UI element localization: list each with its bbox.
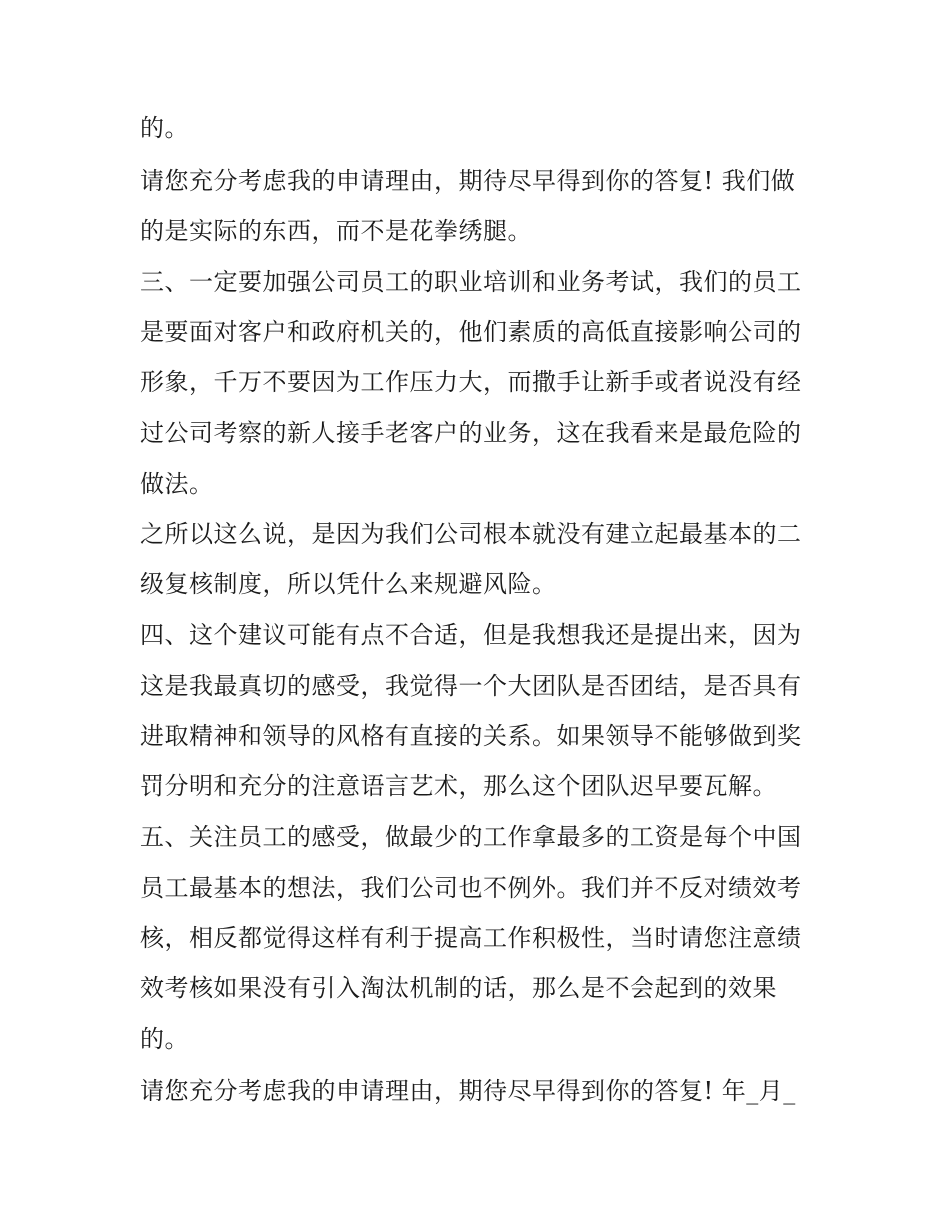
text-line: 形象，千万不要因为工作压力大，而撒手让新手或者说没有经 xyxy=(140,368,802,396)
text-line: 罚分明和充分的注意语言艺术，那么这个团队迟早要瓦解。 xyxy=(140,772,777,800)
text-line: 三、一定要加强公司员工的职业培训和业务考试，我们的员工 xyxy=(140,268,802,296)
text-line: 四、这个建议可能有点不合适，但是我想我还是提出来，因为 xyxy=(140,621,802,649)
text-line: 进取精神和领导的风格有直接的关系。如果领导不能够做到奖 xyxy=(140,722,802,750)
text-line: 过公司考察的新人接手老客户的业务，这在我看来是最危险的 xyxy=(140,419,802,447)
text-line: 做法。 xyxy=(140,470,214,498)
text-line: 请您充分考虑我的申请理由，期待尽早得到你的答复! 年_月_ xyxy=(140,1077,796,1105)
text-line: 核，相反都觉得这样有利于提高工作积极性，当时请您注意绩 xyxy=(140,924,802,952)
text-line: 之所以这么说，是因为我们公司根本就没有建立起最基本的二 xyxy=(140,520,802,548)
text-line: 级复核制度，所以凭什么来规避风险。 xyxy=(140,570,557,598)
text-line: 的是实际的东西，而不是花拳绣腿。 xyxy=(140,217,532,245)
text-line: 的。 xyxy=(140,114,189,142)
text-line: 五、关注员工的感受，做最少的工作拿最多的工资是每个中国 xyxy=(140,823,802,851)
text-line: 是要面对客户和政府机关的，他们素质的高低直接影响公司的 xyxy=(140,318,802,346)
text-line: 请您充分考虑我的申请理由，期待尽早得到你的答复! 我们做 xyxy=(140,167,796,195)
text-line: 的。 xyxy=(140,1025,189,1053)
text-line: 效考核如果没有引入淘汰机制的话，那么是不会起到的效果 xyxy=(140,974,777,1002)
text-line: 这是我最真切的感受，我觉得一个大团队是否团结，是否具有 xyxy=(140,672,802,700)
text-line: 员工最基本的想法，我们公司也不例外。我们并不反对绩效考 xyxy=(140,874,802,902)
